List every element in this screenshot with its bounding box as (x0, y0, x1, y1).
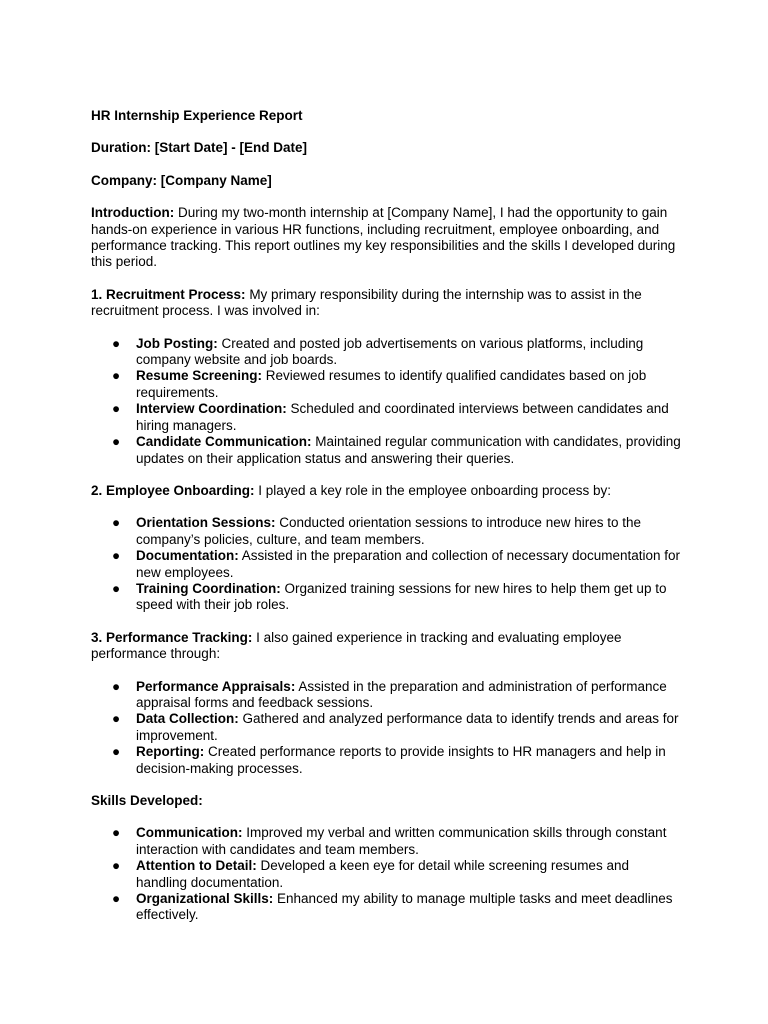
list-item-text: Assisted in the preparation and collection of necessary documentation for new employees. (136, 548, 681, 580)
list-item (112, 825, 681, 858)
section-text: My primary responsibility during the internship was to assist in the recruitment process. I was involved in: (91, 286, 642, 319)
list-item-text: Created and posted job advertisements on various platforms, including company website and job boards. (136, 335, 644, 368)
list-item-label: Interview Coordination: (136, 401, 287, 417)
bullet-icon: ● (112, 368, 121, 384)
list-item-label: Resume Screening: (136, 368, 263, 384)
list-item-text: Enhanced my ability to manage multiple tasks and meet deadlines effectively. (136, 891, 673, 923)
bullet-icon: ● (112, 678, 121, 694)
list-item (112, 548, 681, 581)
company-line: Company: [Company Name] (91, 172, 272, 188)
document-body (91, 108, 681, 940)
list-item-text: Gathered and analyzed performance data to identify trends and areas for improvement. (136, 711, 679, 743)
list-item-text: Developed a keen eye for detail while screening resumes and handling documentation. (136, 858, 629, 890)
performance-paragraph (91, 630, 681, 663)
list-item-label: Performance Appraisals: (136, 678, 296, 694)
list-item-text: Conducted orientation sessions to introduce new hires to the company’s policies, culture, and team members. (136, 515, 642, 547)
recruitment-paragraph (91, 287, 681, 320)
list-item (112, 580, 681, 614)
section-heading: 2. Employee Onboarding: (91, 482, 255, 498)
report-title: HR Internship Experience Report (91, 108, 303, 123)
bullet-icon: ● (112, 548, 121, 564)
bullet-icon: ● (112, 825, 121, 841)
bullet-icon: ● (112, 515, 121, 531)
bullet-icon: ● (112, 858, 121, 874)
list-item-label: Candidate Communication: (136, 434, 312, 450)
list-item (112, 891, 681, 924)
bullet-icon: ● (112, 711, 121, 727)
introduction-text: During my two-month internship at [Company Name], I had the opportunity to gain hands-on experience in various HR functions, including recruitment, employee onboarding, and performance tracking. This report outlines my key responsibilities and the skills I developed during this period. (91, 205, 676, 270)
list-item-text: Created performance reports to provide insights to HR managers and help in decision-making processes. (136, 744, 666, 776)
list-item-label: Data Collection: (136, 711, 239, 727)
list-item-label: Job Posting: (136, 335, 218, 351)
introduction-label: Introduction: (91, 205, 175, 221)
list-item-label: Attention to Detail: (136, 858, 257, 874)
onboarding-list (91, 515, 681, 613)
section-text: I played a key role in the employee onboarding process by: (254, 482, 611, 498)
list-item (112, 711, 681, 744)
list-item-label: Orientation Sessions: (136, 515, 276, 531)
bullet-icon: ● (112, 891, 121, 907)
list-item-label: Training Coordination: (136, 580, 281, 596)
skills-list (91, 825, 681, 923)
list-item-text: Reviewed resumes to identify qualified candidates based on job requirements. (136, 368, 647, 400)
list-item-label: Documentation: (136, 548, 239, 564)
list-item (112, 434, 681, 467)
list-item-label: Reporting: (136, 744, 205, 760)
list-item (112, 678, 681, 712)
recruitment-list (91, 336, 681, 467)
bullet-icon: ● (112, 744, 121, 760)
list-item-text: Maintained regular communication with candidates, providing updates on their application status and answering their queries. (136, 434, 681, 466)
list-item-text: Scheduled and coordinated interviews between candidates and hiring managers. (136, 401, 669, 433)
skills-heading: Skills Developed: (91, 793, 203, 808)
list-item (112, 744, 681, 777)
onboarding-paragraph (91, 483, 681, 499)
list-item (112, 515, 681, 548)
section-heading: 3. Performance Tracking: (91, 629, 253, 645)
list-item (112, 335, 681, 369)
list-item-label: Communication: (136, 825, 243, 841)
list-item-text: Organized training sessions for new hires to help them get up to speed with their job roles. (136, 580, 667, 613)
section-text: I also gained experience in tracking and evaluating employee performance through: (91, 629, 622, 662)
bullet-icon: ● (112, 335, 121, 351)
list-item-text: Assisted in the preparation and administration of performance appraisal forms and feedback sessions. (136, 678, 667, 710)
list-item-label: Organizational Skills: (136, 891, 274, 907)
list-item (112, 368, 681, 401)
introduction-paragraph (91, 205, 681, 271)
section-heading: 1. Recruitment Process: (91, 286, 246, 302)
bullet-icon: ● (112, 580, 121, 596)
performance-list (91, 679, 681, 777)
list-item (112, 401, 681, 434)
list-item-text: Improved my verbal and written communication skills through constant interaction with candidates and team members. (136, 825, 667, 857)
list-item (112, 858, 681, 891)
bullet-icon: ● (112, 401, 121, 417)
bullet-icon: ● (112, 434, 121, 450)
duration-line: Duration: [Start Date] - [End Date] (91, 140, 307, 156)
